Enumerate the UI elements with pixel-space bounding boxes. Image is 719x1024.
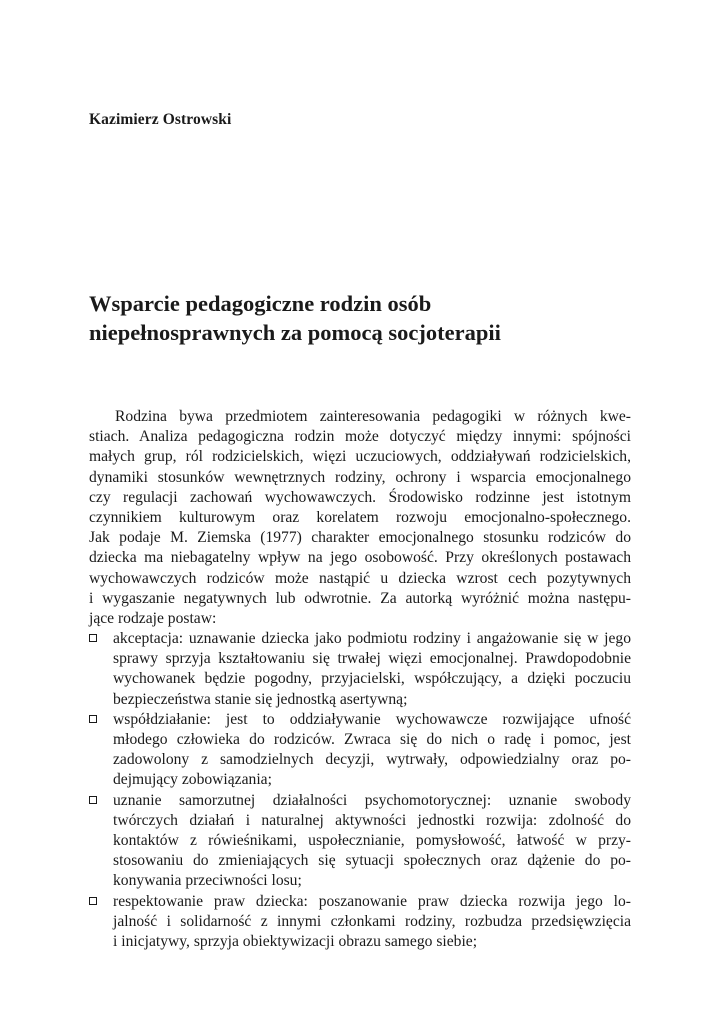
title-line: niepełnosprawnych za pomocą socjoterapii bbox=[89, 320, 501, 345]
text-line: wychowanek będzie pogodny, przyjacielski, współczujący, a dzięki poczuciu bbox=[113, 670, 631, 688]
text-line: i wygaszanie negatywnych lub odwrotnie. Za autorką wyróżnić można następu- bbox=[89, 589, 631, 607]
text-line: współdziałanie: jest to oddziaływanie wychowawcze rozwijające ufność bbox=[113, 710, 631, 728]
text-line: młodego człowieka do rodziców. Zwraca się do nich o radę i pomoc, jest bbox=[113, 731, 631, 748]
intro-paragraph bbox=[89, 407, 631, 629]
text-line: stosowaniu do zmieniających się sytuacji społecznych oraz dążenie do po- bbox=[113, 852, 631, 870]
text-line: wychowawczych rodziców może nastąpić u dziecka wzrost cech pozytywnych bbox=[89, 569, 631, 587]
checkbox-bullet-icon bbox=[89, 715, 97, 723]
text-line: bezpieczeństwa stanie się jednostką asertywną; bbox=[113, 690, 408, 708]
text-line: Rodzina bywa przedmiotem zainteresowania pedagogiki w różnych kwe- bbox=[115, 408, 631, 425]
text-line: czy regulacji zachowań wychowawczych. Środowisko rodzinne jest istotnym bbox=[89, 488, 631, 506]
text-line: jalność i solidarność z innymi członkami rodziny, rozbudza przedsięwzięcia bbox=[113, 912, 631, 930]
text-line: kontaktów z rówieśnikami, uspołecznianie, pomysłowość, łatwość w przy- bbox=[113, 831, 631, 849]
article-body bbox=[89, 407, 631, 952]
text-line: akceptacja: uznawanie dziecka jako podmiotu rodziny i angażowanie się w jego bbox=[113, 630, 631, 648]
title-line: Wsparcie pedagogiczne rodzin osób bbox=[89, 291, 432, 316]
text-line: respektowanie praw dziecka: poszanowanie praw dziecka rozwija jego lo- bbox=[113, 892, 631, 910]
text-line: sprawy sprzyja kształtowaniu się trwałej więzi emocjonalnej. Prawdopodobnie bbox=[113, 650, 631, 668]
text-line: Jak podaje M. Ziemska (1977) charakter emocjonalnego stosunku rodziców do bbox=[89, 529, 631, 547]
checkbox-bullet-icon bbox=[89, 796, 97, 804]
list-item bbox=[89, 710, 631, 791]
text-line: dziecka ma niebagatelny wpływ na jego osobowość. Przy określonych postawach bbox=[89, 549, 631, 567]
list-item bbox=[89, 629, 631, 710]
text-line: czynnikiem kulturowym oraz korelatem rozwoju emocjonalno-społecznego. bbox=[89, 508, 631, 526]
text-line: dejmujący zobowiązania; bbox=[113, 771, 272, 789]
checkbox-bullet-icon bbox=[89, 897, 97, 905]
text-line: zadowolony z samodzielnych decyzji, wytrwały, odpowiedzialny oraz po- bbox=[113, 751, 631, 769]
list-item bbox=[89, 892, 631, 953]
checkbox-bullet-icon bbox=[89, 634, 97, 642]
text-line: twórczych działań i naturalnej aktywności jednostki rozwija: zdolność do bbox=[113, 811, 631, 829]
text-line: jące rodzaje postaw: bbox=[89, 609, 217, 627]
article-title bbox=[89, 289, 649, 347]
list-item bbox=[89, 791, 631, 892]
text-line: konywania przeciwności losu; bbox=[113, 872, 302, 890]
text-line: stiach. Analiza pedagogiczna rodzin może dotyczyć między innymi: spójności bbox=[89, 428, 631, 446]
text-line: dynamiki stosunków wewnętrznych rodziny, ochrony i wsparcia emocjonalnego bbox=[89, 468, 631, 486]
text-line: uznanie samorzutnej działalności psychomotorycznej: uznanie swobody bbox=[113, 791, 631, 809]
text-line: i inicjatywy, sprzyja obiektywizacji obrazu samego siebie; bbox=[113, 932, 478, 950]
text-line: małych grup, ról rodzicielskich, więzi uczuciowych, oddziaływań rodzicielskich, bbox=[89, 448, 631, 466]
author-name: Kazimierz Ostrowski bbox=[89, 111, 232, 128]
